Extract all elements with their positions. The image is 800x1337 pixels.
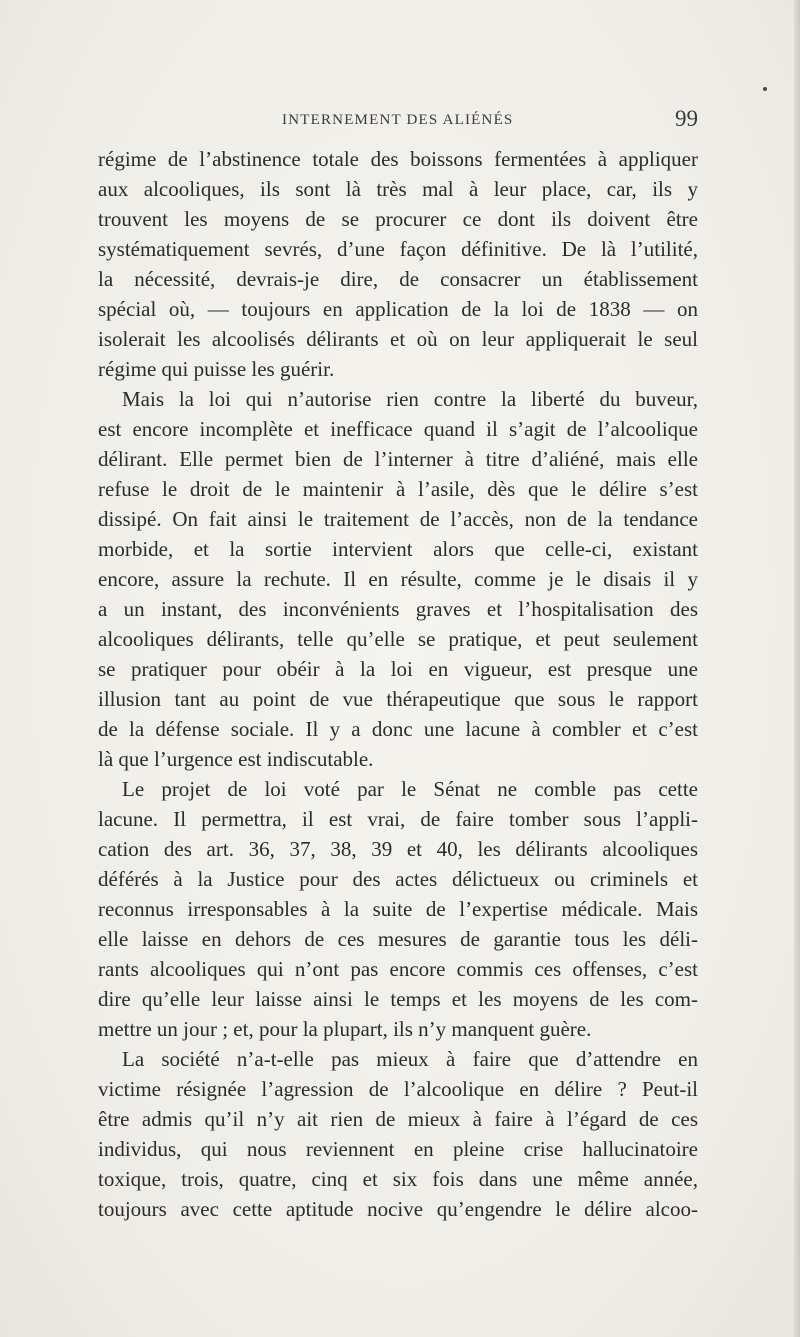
text-line: rants alcooliques qui n’ont pas encore commis ces offenses, c’est [98, 957, 698, 981]
text-line: être admis qu’il n’y ait rien de mieux à faire à l’égard de ces [98, 1107, 698, 1131]
text-line: de la défense sociale. Il y a donc une lacune à combler et c’est [98, 717, 698, 741]
text-line: spécial où, — toujours en application de la loi de 1838 — on [98, 297, 698, 321]
text-line: encore, assure la rechute. Il en résulte, comme je le disais il y [98, 567, 698, 591]
text-line: est encore incomplète et inefficace quand il s’agit de l’alcoolique [98, 417, 698, 441]
text-line: individus, qui nous reviennent en pleine crise hallucinatoire [98, 1137, 698, 1161]
text-line: dire qu’elle leur laisse ainsi le temps et les moyens de les com- [98, 987, 698, 1011]
text-line: se pratiquer pour obéir à la loi en vigueur, est presque une [98, 657, 698, 681]
text-line: Mais la loi qui n’autorise rien contre la liberté du buveur, [122, 387, 698, 411]
text-line: alcooliques délirants, telle qu’elle se pratique, et peut seulement [98, 627, 698, 651]
text-line: Le projet de loi voté par le Sénat ne comble pas cette [122, 777, 698, 801]
text-line: régime qui puisse les guérir. [98, 357, 335, 381]
text-line: trouvent les moyens de se procurer ce dont ils doivent être [98, 207, 698, 231]
text-line: victime résignée l’agression de l’alcoolique en délire ? Peut-il [98, 1077, 698, 1101]
text-line: systématiquement sevrés, d’une façon définitive. De là l’utilité, [98, 237, 698, 261]
page-edge-shadow [794, 0, 800, 1337]
text-line: illusion tant au point de vue thérapeutique que sous le rapport [98, 687, 698, 711]
text-line: La société n’a-t-elle pas mieux à faire que d’attendre en [122, 1047, 698, 1071]
page-number: 99 [675, 106, 698, 131]
running-title: INTERNEMENT DES ALIÉNÉS [282, 112, 514, 128]
text-line: reconnus irresponsables à la suite de l’expertise médicale. Mais [98, 897, 698, 921]
text-line: dissipé. On fait ainsi le traitement de l’accès, non de la tendance [98, 507, 698, 531]
text-line: régime de l’abstinence totale des boissons fermentées à appliquer [98, 147, 698, 171]
text-line: là que l’urgence est indiscutable. [98, 747, 374, 771]
text-line: cation des art. 36, 37, 38, 39 et 40, les délirants alcooliques [98, 837, 698, 861]
text-line: toxique, trois, quatre, cinq et six fois dans une même année, [98, 1167, 698, 1191]
text-line: lacune. Il permettra, il est vrai, de faire tomber sous l’appli- [98, 807, 698, 831]
text-line: a un instant, des inconvénients graves et l’hospitalisation des [98, 597, 698, 621]
text-line: isolerait les alcoolisés délirants et où on leur appliquerait le seul [98, 327, 698, 351]
ink-speck [763, 87, 767, 91]
text-line: délirant. Elle permet bien de l’interner à titre d’aliéné, mais elle [98, 447, 698, 471]
text-line: refuse le droit de le maintenir à l’asile, dès que le délire s’est [98, 477, 698, 501]
text-line: morbide, et la sortie intervient alors que celle-ci, existant [98, 537, 698, 561]
text-line: déférés à la Justice pour des actes délictueux ou criminels et [98, 867, 698, 891]
text-line: la nécessité, devrais-je dire, de consacrer un établissement [98, 267, 698, 291]
text-line: toujours avec cette aptitude nocive qu’engendre le délire alcoo- [98, 1197, 698, 1221]
text-line: mettre un jour ; et, pour la plupart, ils n’y manquent guère. [98, 1017, 592, 1041]
text-line: elle laisse en dehors de ces mesures de garantie tous les déli- [98, 927, 698, 951]
text-line: aux alcooliques, ils sont là très mal à leur place, car, ils y [98, 177, 698, 201]
